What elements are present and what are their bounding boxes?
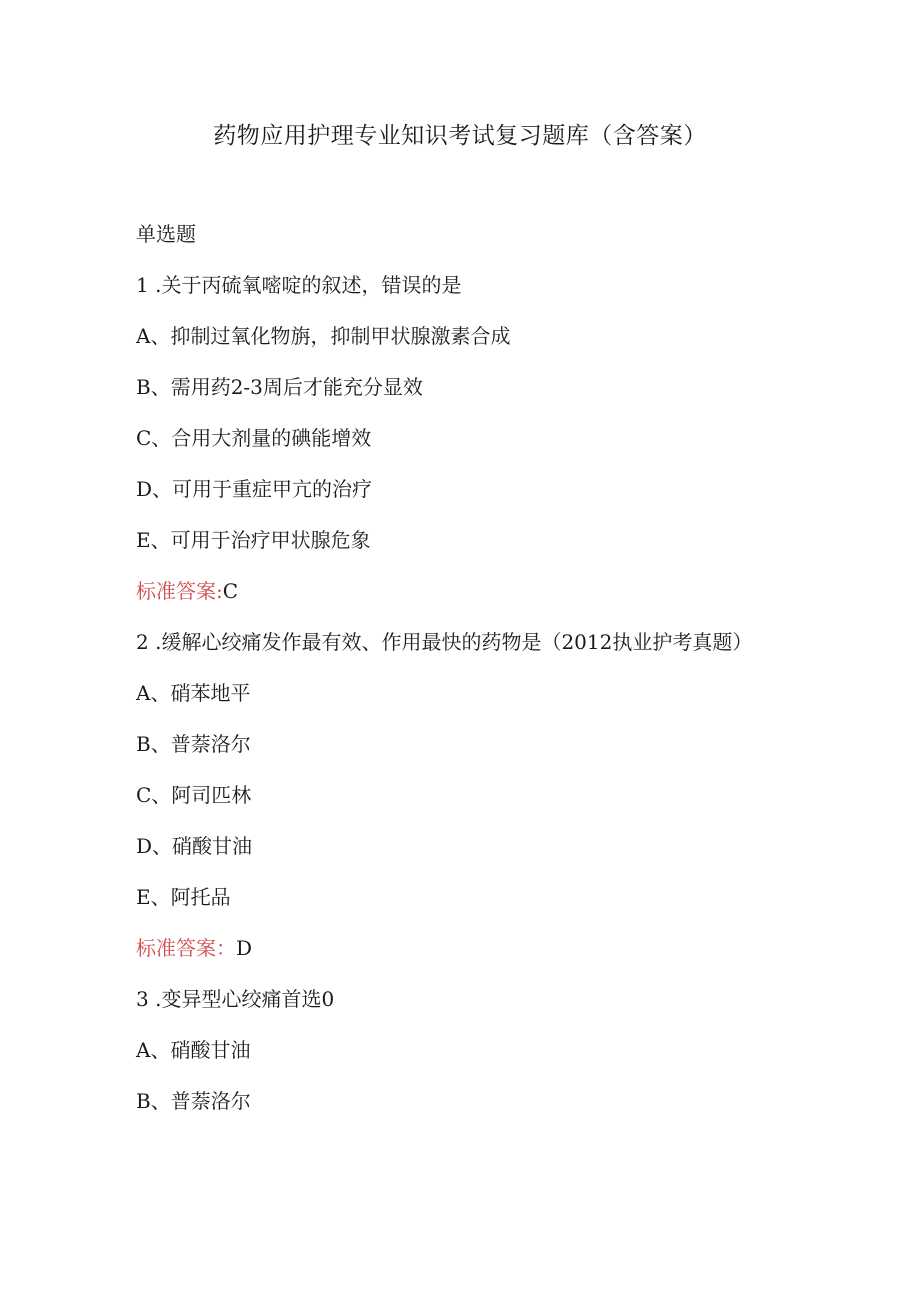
option-b: B、普萘洛尔 (136, 732, 251, 756)
option-b: B、普萘洛尔 (136, 1089, 251, 1113)
answer-line (136, 577, 776, 605)
question-stem: 2 .缓解心绞痛发作最有效、作用最快的药物是（2012执业护考真题） (136, 630, 753, 654)
answer-value: C (222, 579, 239, 603)
answer-label: 标准答案: (136, 579, 223, 603)
question-block-3 (136, 985, 776, 1115)
option-d: D、硝酸甘油 (136, 834, 253, 858)
option-a: A、硝苯地平 (136, 681, 251, 705)
option-a: A、抑制过氧化物旃，抑制甲状腺激素合成 (136, 324, 511, 348)
question-stem: 1 .关于丙硫氧嘧啶的叙述，错误的是 (136, 273, 462, 297)
question-block-2 (136, 628, 776, 962)
option-e: E、可用于治疗甲状腺危象 (136, 528, 371, 552)
option-c: C、合用大剂量的碘能增效 (136, 426, 372, 450)
option-c: C、阿司匹林 (136, 783, 252, 807)
option-a: A、硝酸甘油 (136, 1038, 251, 1062)
document-body (136, 220, 776, 1138)
option-d: D、可用于重症甲亢的治疗 (136, 477, 373, 501)
document-title: 药物应用护理专业知识考试复习题库（含答案） (213, 123, 707, 149)
question-block-1 (136, 271, 776, 605)
option-e: E、阿托品 (136, 885, 231, 909)
section-label: 单选题 (136, 222, 196, 246)
question-stem: 3 .变异型心绞痛首选0 (136, 987, 335, 1011)
answer-label: 标准答案： (136, 936, 236, 960)
answer-value: D (236, 936, 253, 960)
answer-line (136, 934, 776, 962)
option-b: B、需用药2-3周后才能充分显效 (136, 375, 423, 399)
